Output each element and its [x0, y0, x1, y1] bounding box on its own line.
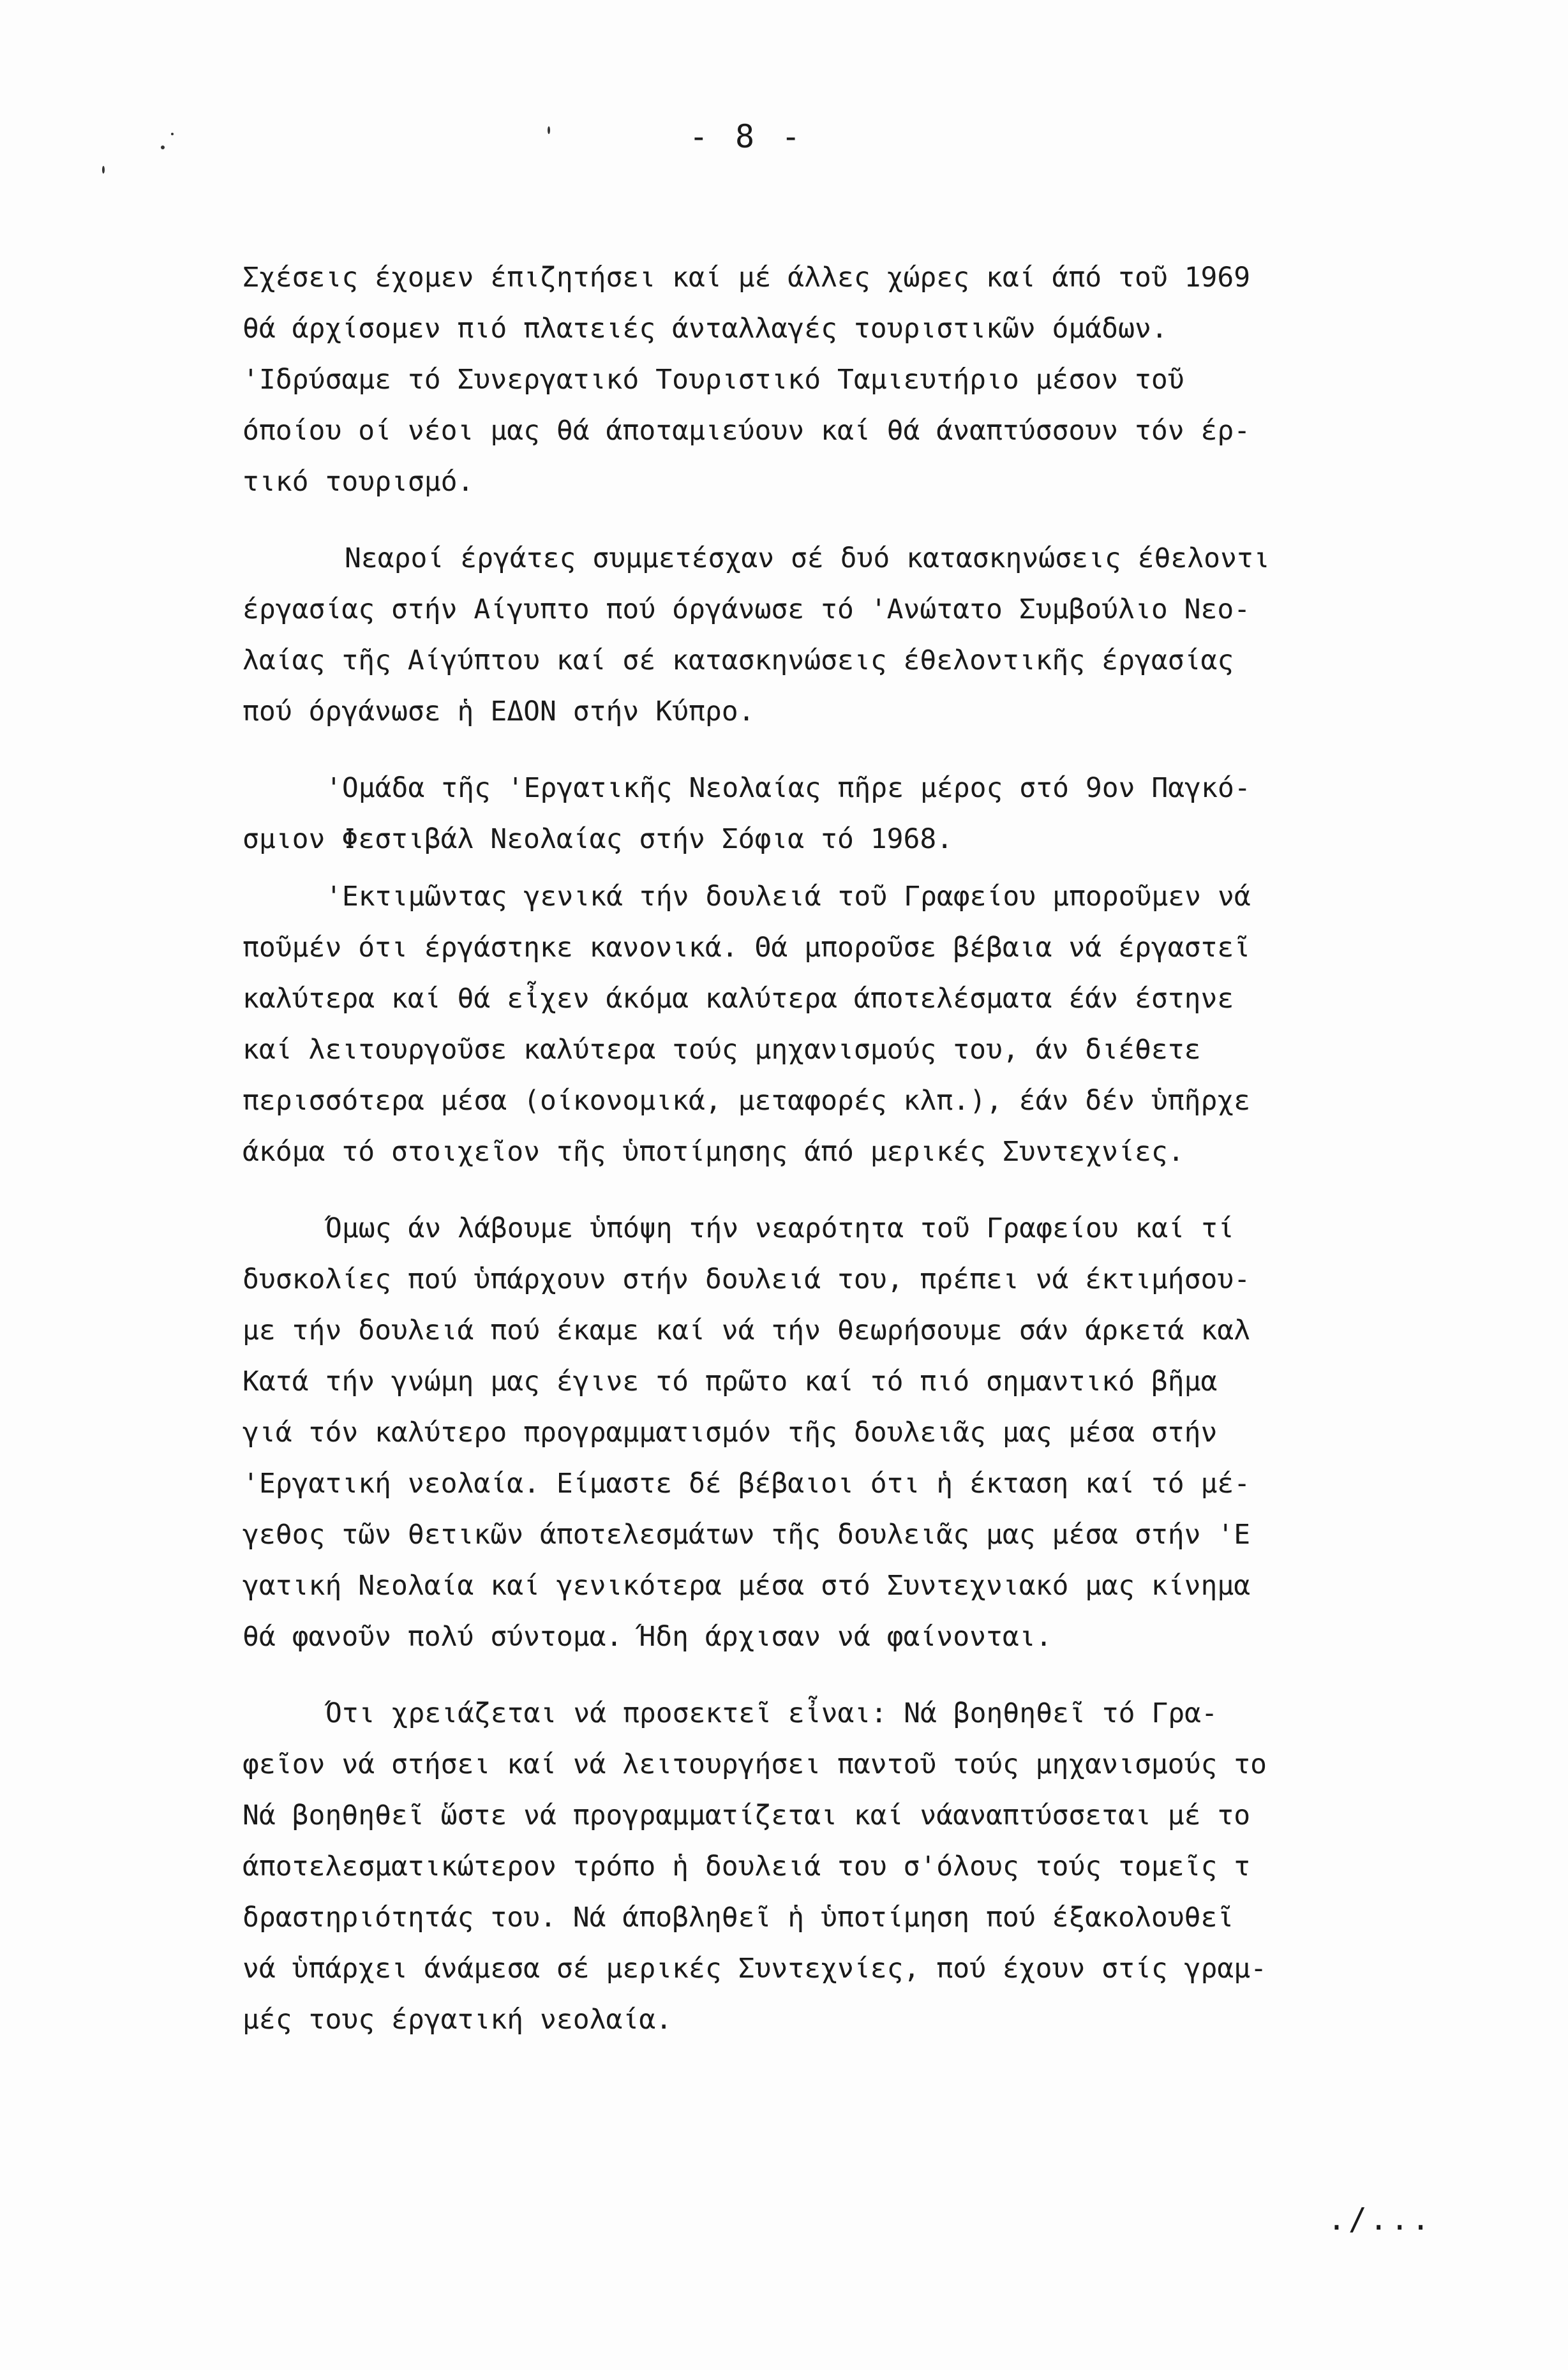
- text-line: 'Εκτιμῶντας γενικά τήν δουλειά τοῦ Γραφείου μποροῦμεν νά: [325, 881, 1251, 913]
- text-line: Νεαροί έργάτες συμμετέσχαν σέ δυό κατασκηνώσεις έθελοντι: [345, 542, 1270, 574]
- scan-speck: [548, 126, 550, 134]
- text-line: λαίας τῆς Αίγύπτου καί σέ κατασκηνώσεις έθελοντικῆς έργασίας: [243, 645, 1234, 676]
- scan-speck: [171, 133, 174, 135]
- text-line: περισσότερα μέσα (οίκονομικά, μεταφορές κλπ.), έάν δέν ὑπῆρχε: [243, 1085, 1251, 1117]
- text-line: 'Εργατική νεολαία. Είμαστε δέ βέβαιοι ότι ἡ έκταση καί τό μέ-: [243, 1468, 1251, 1500]
- text-line: 'Ιδρύσαμε τό Συνεργατικό Τουριστικό Ταμιευτήριο μέσον τοῦ: [243, 364, 1184, 396]
- text-line: γιά τόν καλύτερο προγραμματισμόν τῆς δουλειᾶς μας μέσα στήν: [243, 1417, 1218, 1449]
- text-line: με τήν δουλειά πού έκαμε καί νά τήν θεωρήσουμε σάν άρκετά καλ: [243, 1315, 1251, 1346]
- text-line: Νά βοηθηθεῖ ὥστε νά προγραμματίζεται καί νάαναπτύσσεται μέ το: [243, 1800, 1251, 1831]
- page-number: - 8 -: [689, 118, 805, 155]
- continuation-mark: ./...: [1327, 2202, 1433, 2237]
- text-line: Όμως άν λάβουμε ὑπόψη τήν νεαρότητα τοῦ Γραφείου καί τί: [325, 1212, 1234, 1244]
- document-body: [243, 252, 1455, 2045]
- text-line: νά ὑπάρχει άνάμεσα σέ μερικές Συντεχνίες, πού έχουν στίς γραμ-: [243, 1953, 1267, 1985]
- text-line: Κατά τήν γνώμη μας έγινε τό πρῶτο καί τό πιό σημαντικό βῆμα: [243, 1366, 1218, 1397]
- text-line: καί λειτουργοῦσε καλύτερα τούς μηχανισμούς του, άν διέθετε: [243, 1034, 1201, 1066]
- text-line: πού όργάνωσε ἡ ΕΔΟΝ στήν Κύπρο.: [243, 696, 755, 727]
- text-line: γατική Νεολαία καί γενικότερα μέσα στό Συντεχνιακό μας κίνημα: [243, 1570, 1251, 1602]
- paragraph: [243, 1688, 1455, 2045]
- text-line: άποτελεσματικώτερον τρόπο ἡ δουλειά του σ'όλους τούς τομεῖς τ: [243, 1851, 1251, 1882]
- text-line: θά φανοῦν πολύ σύντομα. Ήδη άρχισαν νά φαίνονται.: [243, 1621, 1052, 1653]
- paragraph: [243, 533, 1455, 737]
- text-line: θά άρχίσομεν πιό πλατειές άνταλλαγές τουριστικῶν όμάδων.: [243, 313, 1168, 345]
- text-line: έργασίας στήν Αίγυπτο πού όργάνωσε τό 'Ανώτατο Συμβούλιο Νεο-: [243, 593, 1251, 625]
- text-line: γεθος τῶν θετικῶν άποτελεσμάτων τῆς δουλειᾶς μας μέσα στήν 'Ε: [243, 1519, 1251, 1551]
- paragraph: [243, 871, 1455, 1177]
- text-line: όποίου οί νέοι μας θά άποταμιεύουν καί θά άναπτύσσουν τόν έρ-: [243, 415, 1251, 447]
- scan-speck: [161, 145, 165, 149]
- text-line: δυσκολίες πού ὑπάρχουν στήν δουλειά του, πρέπει νά έκτιμήσου-: [243, 1263, 1251, 1295]
- text-line: ποῦμέν ότι έργάστηκε κανονικά. Θά μποροῦσε βέβαια νά έργαστεῖ: [243, 932, 1251, 964]
- text-line: 'Ομάδα τῆς 'Εργατικῆς Νεολαίας πῆρε μέρος στό 9ον Παγκό-: [325, 772, 1251, 804]
- text-line: δραστηριότητάς του. Νά άποβληθεῖ ἡ ὑποτίμηση πού έξακολουθεῖ: [243, 1902, 1234, 1934]
- paragraph: [243, 763, 1455, 865]
- text-line: καλύτερα καί θά εἶχεν άκόμα καλύτερα άποτελέσματα έάν έστηνε: [243, 983, 1234, 1015]
- paragraph: [243, 1203, 1455, 1662]
- paragraph: [243, 252, 1455, 507]
- text-line: άκόμα τό στοιχεῖον τῆς ὑποτίμησης άπό μερικές Συντεχνίες.: [243, 1136, 1184, 1168]
- text-line: τικό τουρισμό.: [243, 466, 474, 498]
- text-line: φεῖον νά στήσει καί νά λειτουργήσει παντοῦ τούς μηχανισμούς το: [243, 1748, 1267, 1780]
- text-line: Ότι χρειάζεται νά προσεκτεῖ εἶναι: Νά βοηθηθεῖ τό Γρα-: [325, 1697, 1218, 1729]
- text-line: σμιον Φεστιβάλ Νεολαίας στήν Σόφια τό 1968.: [243, 823, 953, 855]
- text-line: Σχέσεις έχομεν έπιζητήσει καί μέ άλλες χώρες καί άπό τοῦ 1969: [243, 262, 1251, 294]
- text-line: μές τους έργατική νεολαία.: [243, 2004, 673, 2036]
- scan-speck: [102, 166, 105, 174]
